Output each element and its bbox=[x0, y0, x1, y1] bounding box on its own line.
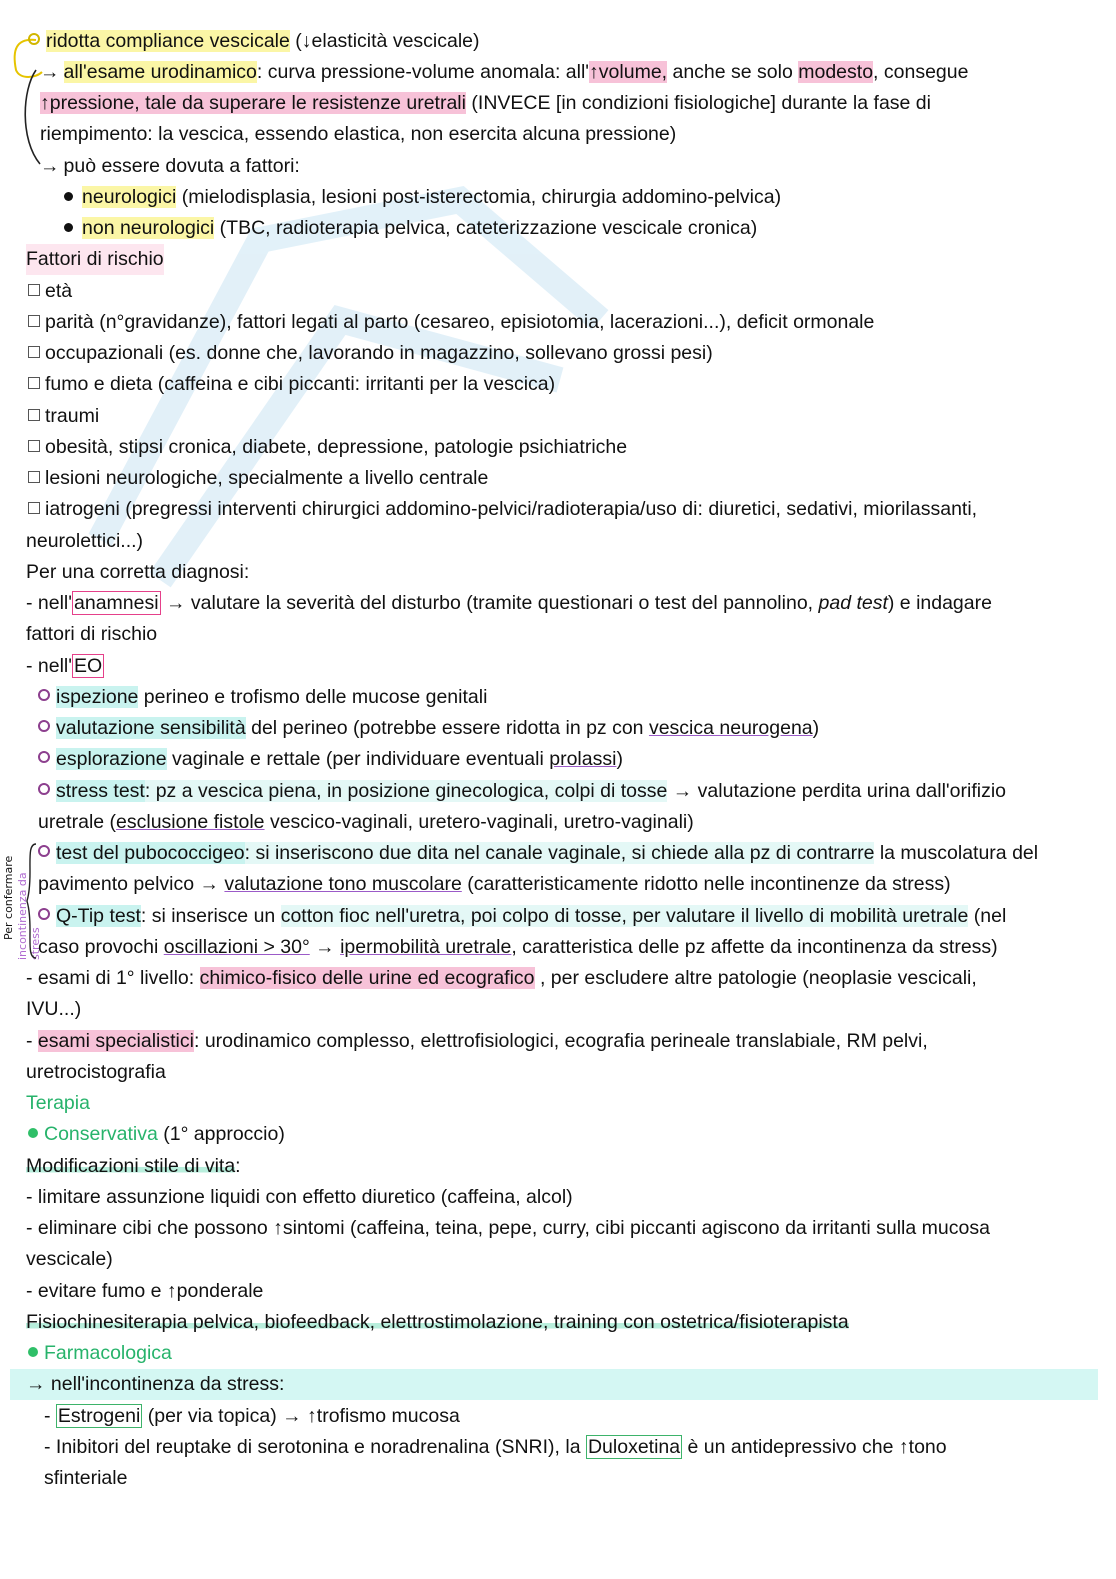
arrow-icon: → bbox=[40, 61, 60, 83]
green-bullet-icon bbox=[28, 1347, 38, 1357]
eo-esplorazione: esplorazione vaginale e rettale (per individuare eventuali prolassi) bbox=[38, 744, 623, 775]
eo-pubococcigeo-cont: pavimento pelvico → valutazione tono muscolare (caratteristicamente ridotto nelle incontinenze da stress) bbox=[38, 873, 951, 895]
therapy-title: Terapia bbox=[26, 1092, 90, 1114]
therapy-conservativa: Conservativa (1° approccio) bbox=[28, 1119, 285, 1150]
ring-bullet-icon bbox=[38, 845, 50, 857]
intro-bullet-neuro: neurologici (mielodisplasia, lesioni post-isterectomia, chirurgia addomino-pelvica) bbox=[64, 182, 781, 213]
diag-eo: - nell' EO bbox=[26, 655, 103, 677]
risk-item: parità (n°gravidanze), fattori legati al parto (cesareo, episiotomia, lacerazioni...), deficit ormonale bbox=[28, 307, 874, 338]
curly-bracket-icon bbox=[26, 842, 38, 960]
drug-estrogeni: - Estrogeni (per via topica) → ↑trofismo mucosa bbox=[44, 1405, 460, 1427]
checkbox-icon bbox=[28, 502, 40, 514]
risk-item: occupazionali (es. donne che, lavorando in magazzino, sollevano grossi pesi) bbox=[28, 338, 713, 369]
side-note: incontinenza da stress bbox=[16, 872, 42, 960]
intro-line-2: → all'esame urodinamico: curva pressione-volume anomala: all'↑volume, anche se solo modesto, consegue bbox=[40, 57, 968, 88]
checkbox-icon bbox=[28, 315, 40, 327]
fisio-line: Fisiochinesiterapia pelvica, biofeedback, elettrostimolazione, training con ostetrica/fisioterapista bbox=[26, 1311, 849, 1333]
checkbox-icon bbox=[28, 409, 40, 421]
risk-title: Fattori di rischio bbox=[26, 244, 164, 275]
diag-anamnesi: - nell' anamnesi → valutare la severità del disturbo (tramite questionari o test del pannolino, pad test) e indagare bbox=[26, 592, 992, 614]
drug-snri: - Inibitori del reuptake di serotonina e noradrenalina (SNRI), la Duloxetina è un antidepressivo che ↑tono bbox=[44, 1436, 947, 1458]
lifestyle-item: - evitare fumo e ↑ponderale bbox=[26, 1280, 264, 1302]
risk-item-cont: neurolettici...) bbox=[26, 530, 144, 552]
intro-bullet-non-neuro: non neurologici (TBC, radioterapia pelvica, cateterizzazione vescicale cronica) bbox=[64, 213, 757, 244]
ring-bullet-icon bbox=[38, 908, 50, 920]
eo-ispezione: ispezione perineo e trofismo delle mucose genitali bbox=[38, 682, 487, 713]
ring-bullet-icon bbox=[38, 751, 50, 763]
risk-item: fumo e dieta (caffeina e cibi piccanti: irritanti per la vescica) bbox=[28, 369, 555, 400]
lifestyle-item: - limitare assunzione liquidi con effetto diuretico (caffeina, alcol) bbox=[26, 1186, 573, 1208]
ring-bullet-icon bbox=[38, 689, 50, 701]
risk-item: traumi bbox=[28, 401, 99, 432]
diag-esami-1: - esami di 1° livello: chimico-fisico delle urine ed ecografico , per escludere altre patologie (neoplasie vescicali, bbox=[26, 967, 977, 989]
intro-line-3: ↑pressione, tale da superare le resistenze uretrali (INVECE [in condizioni fisiologiche] durante la fase di bbox=[40, 92, 931, 114]
diag-esami-specialistici-cont: uretrocistografia bbox=[26, 1061, 166, 1083]
eo-qtip: Q-Tip test: si inserisce un cotton fioc nell'uretra, poi colpo di tosse, per valutare il livello di mobilità uretrale (nel bbox=[38, 901, 1006, 932]
checkbox-icon bbox=[28, 440, 40, 452]
intro-line-5: → può essere dovuta a fattori: bbox=[40, 151, 300, 182]
eo-stress-test-cont: uretrale (esclusione fistole vescico-vaginali, uretero-vaginali, uretro-vaginali) bbox=[38, 811, 694, 833]
eo-stress-test: stress test: pz a vescica piena, in posizione ginecologica, colpi di tosse → valutazione perdita urina dall'orifizio bbox=[38, 776, 1006, 807]
risk-item: età bbox=[28, 276, 72, 307]
lifestyle-item-cont: vescicale) bbox=[26, 1248, 113, 1270]
ring-bullet-icon bbox=[28, 33, 40, 45]
intro-line-4: riempimento: la vescica, essendo elastica, non esercita alcuna pressione) bbox=[40, 123, 677, 145]
lifestyle-item: - eliminare cibi che possono ↑sintomi (caffeina, teina, pepe, curry, cibi piccanti agiscono da irritanti sulla mucosa bbox=[26, 1217, 990, 1239]
intro-line-1: ridotta compliance vescicale (↓elasticità vescicale) bbox=[28, 26, 480, 57]
bullet-icon bbox=[64, 192, 73, 201]
diag-anamnesi-cont: fattori di rischio bbox=[26, 623, 158, 645]
checkbox-icon bbox=[28, 377, 40, 389]
eo-valutazione: valutazione sensibilità del perineo (potrebbe essere ridotta in pz con vescica neurogena) bbox=[38, 713, 819, 744]
checkbox-icon bbox=[28, 284, 40, 296]
risk-item: obesità, stipsi cronica, diabete, depressione, patologie psichiatriche bbox=[28, 432, 627, 463]
risk-item: lesioni neurologiche, specialmente a livello centrale bbox=[28, 463, 488, 494]
arrow-icon: → bbox=[40, 155, 60, 177]
checkbox-icon bbox=[28, 346, 40, 358]
lifestyle-title: Modificazioni stile di vita: bbox=[26, 1155, 241, 1177]
eo-qtip-cont: caso provochi oscillazioni > 30° → ipermobilità uretrale, caratteristica delle pz affette da incontinenza da stress) bbox=[38, 936, 998, 958]
diag-esami-1-cont: IVU...) bbox=[26, 998, 82, 1020]
diagnosis-title: Per una corretta diagnosi: bbox=[26, 561, 250, 583]
side-note: Per confermare bbox=[2, 855, 15, 940]
eo-pubococcigeo: test del pubococcigeo: si inseriscono due dita nel canale vaginale, si chiede alla pz di contrarre la muscolatura del bbox=[38, 838, 1038, 869]
stress-incontinence-line: → nell'incontinenza da stress: bbox=[10, 1369, 1098, 1400]
risk-item: iatrogeni (pregressi interventi chirurgici addomino-pelvici/radioterapia/uso di: diuretici, sedativi, miorilassanti, bbox=[28, 494, 977, 525]
therapy-farmacologica: Farmacologica bbox=[28, 1338, 172, 1369]
checkbox-icon bbox=[28, 471, 40, 483]
ring-bullet-icon bbox=[38, 783, 50, 795]
bullet-icon bbox=[64, 223, 73, 232]
ring-bullet-icon bbox=[38, 720, 50, 732]
diag-esami-specialistici: - esami specialistici: urodinamico complesso, elettrofisiologici, ecografia perineale translabiale, RM pelvi, bbox=[26, 1030, 928, 1052]
drug-snri-cont: sfinteriale bbox=[44, 1467, 128, 1489]
green-bullet-icon bbox=[28, 1128, 38, 1138]
